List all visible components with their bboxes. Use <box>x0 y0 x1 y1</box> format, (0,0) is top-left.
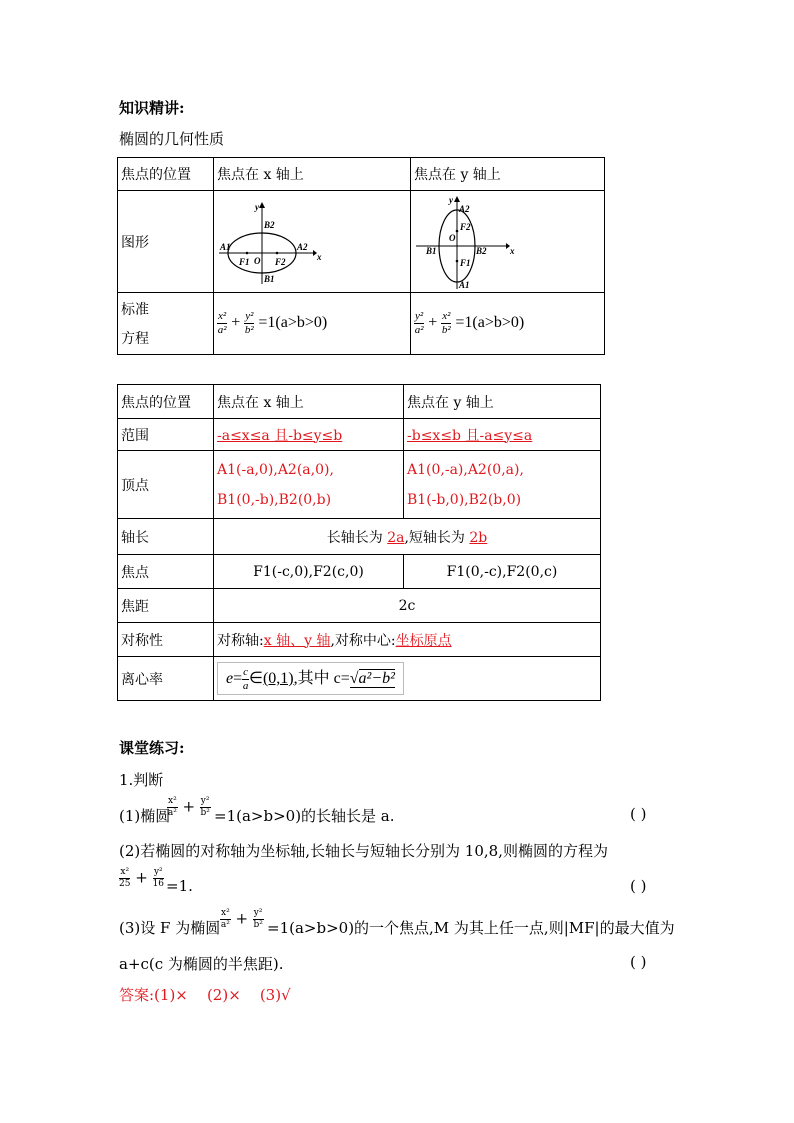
fig1-label-x: x <box>317 251 322 262</box>
fig1-label-f2: F2 <box>275 256 286 267</box>
fig2-label-o: O <box>449 232 456 243</box>
ellipse-figure-table <box>117 157 605 355</box>
answer-key: 答案:(1)× (2)× (3)√ <box>119 986 291 1004</box>
t2-row-axis-label: 轴长 <box>118 519 214 555</box>
t1-header-position: 焦点的位置 <box>118 158 214 191</box>
fig2-label-a2: A2 <box>459 203 470 214</box>
eq-x-frac-x: $\frac{\text{x²}}{\text{a²}}$ <box>217 310 227 336</box>
range-x: -a≤x≤a 且-b≤y≤b <box>214 419 404 451</box>
question-2-line2 <box>119 868 679 902</box>
q2-fractions: $\frac{\text{x²}}{25}$ + $\frac{\text{y²}}{16}$ <box>119 867 165 889</box>
symmetry <box>214 623 601 657</box>
t1-header-x: 焦点在 x 轴上 <box>214 158 411 191</box>
ellipse-y-figure <box>414 194 524 290</box>
t2-header-position: 焦点的位置 <box>118 385 214 419</box>
q1-fractions: $\frac{\text{x²}}{\text{a²}}$ + $\frac{\text{y²}}{\text{b²}}$ <box>167 796 210 818</box>
t2-header-x: 焦点在 x 轴上 <box>214 385 404 419</box>
fig1-label-y: y <box>255 201 259 212</box>
t2-row-focus-label: 焦点 <box>118 555 214 589</box>
fig1-label-a1: A1 <box>220 241 231 252</box>
section-subheading: 椭圆的几何性质 <box>119 130 225 148</box>
fig1-label-f1: F1 <box>239 256 250 267</box>
ellipse-x-figure-cell <box>214 191 411 293</box>
sym-pre: 对称轴: <box>217 632 264 649</box>
fig2-label-b1: B1 <box>426 245 437 256</box>
t2-row-symmetry-label: 对称性 <box>118 623 214 657</box>
eq-x-cell: $\frac{\text{x²}}{\text{a²}}$ + $\frac{\text{y²}}{\text{b²}}$ =1(a>b>0) <box>214 293 411 355</box>
eq-y-rest: =1(a>b>0) <box>455 314 525 332</box>
ellipse-y-figure-cell <box>411 191 605 293</box>
vertex-y-line2: B1(-b,0),B2(b,0) <box>407 491 522 508</box>
ellipse-properties-table <box>117 384 601 701</box>
vertex-x-line1: A1(-a,0),A2(a,0), <box>217 461 334 478</box>
t2-row-ecc-label: 离心率 <box>118 657 214 701</box>
t2-header-y: 焦点在 y 轴上 <box>404 385 601 419</box>
t1-header-y: 焦点在 y 轴上 <box>411 158 605 191</box>
vertex-x-line2: B1(0,-b),B2(0,b) <box>217 491 332 508</box>
fig2-label-b2: B2 <box>476 245 487 256</box>
fig2-label-f1: F1 <box>460 257 471 268</box>
sym-mid: ,对称中心: <box>330 632 396 649</box>
q3-answer-blank: ( ) <box>630 953 647 971</box>
question-title: 1.判断 <box>119 771 164 789</box>
axis-2a: 2a <box>387 529 405 546</box>
q3-fractions: $\frac{\text{x²}}{\text{a²}}$ + $\frac{\text{y²}}{\text{b²}}$ <box>220 908 263 930</box>
eq-y-cell: $\frac{\text{y²}}{\text{a²}}$ + $\frac{\text{x²}}{\text{b²}}$ =1(a>b>0) <box>411 293 605 355</box>
fig1-label-b2: B2 <box>264 219 275 230</box>
eccentricity <box>214 657 601 701</box>
question-3-line2 <box>119 953 679 977</box>
range-y: -b≤x≤b 且-a≤y≤a <box>404 419 601 451</box>
vertex-y-line1: A1(0,-a),A2(0,a), <box>407 461 524 478</box>
t1-row-figure-label: 图形 <box>118 191 214 293</box>
ecc-mid: ,其中 c= <box>293 670 350 688</box>
fig1-label-a2: A2 <box>297 241 308 252</box>
ecc-frac: $\frac{c}{a}$ <box>242 665 249 692</box>
axis-2b: 2b <box>469 529 488 546</box>
fig2-label-x: x <box>510 245 515 256</box>
ecc-interval: (0,1) <box>262 670 294 688</box>
eccentricity-formula: e= $\frac{c}{a}$ ∈(0,1),其中 c=√a²−b² <box>217 662 404 695</box>
t2-row-vertex-label: 顶点 <box>118 451 214 519</box>
sym-center: 坐标原点 <box>395 632 452 649</box>
sym-axes: x 轴、y 轴 <box>263 632 331 649</box>
fig2-label-y: y <box>449 194 453 205</box>
section-heading-practice: 课堂练习: <box>119 739 185 757</box>
q3-tail: a+c(c 为椭圆的半焦距). <box>119 955 284 973</box>
q1-rest: =1(a>b>0)的长轴长是 a. <box>214 807 395 825</box>
focal-distance: 2c <box>214 589 601 623</box>
t1-label-standard: 标准 <box>121 301 149 318</box>
t2-row-fdist-label: 焦距 <box>118 589 214 623</box>
eq-y-frac-y: $\frac{\text{y²}}{\text{a²}}$ <box>414 310 424 336</box>
q2-rest: =1. <box>166 877 193 895</box>
question-3-line1 <box>119 909 679 943</box>
focus-x: F1(-c,0),F2(c,0) <box>214 555 404 589</box>
eq-y-frac-x: $\frac{\text{x²}}{\text{b²}}$ <box>441 310 451 336</box>
q1-prefix: (1)椭圆 <box>119 807 171 825</box>
ecc-root: a²−b² <box>358 670 395 688</box>
q3-prefix: (3)设 F 为椭圆 <box>119 919 221 937</box>
q3-rest: =1(a>b>0)的一个焦点,M 为其上任一点,则|MF|的最大值为 <box>267 919 675 937</box>
question-1 <box>119 797 679 831</box>
t1-row-standard-eq-label <box>118 293 214 355</box>
fig2-label-f2: F2 <box>460 221 471 232</box>
eq-x-rest: =1(a>b>0) <box>258 314 328 332</box>
q2-answer-blank: ( ) <box>630 877 647 895</box>
axis-pre: 长轴长为 <box>326 529 388 546</box>
eq-x-frac-y: $\frac{\text{y²}}{\text{b²}}$ <box>244 310 254 336</box>
vertex-x-cell <box>214 451 404 519</box>
focus-y: F1(0,-c),F2(0,c) <box>404 555 601 589</box>
section-heading-knowledge: 知识精讲: <box>119 99 185 117</box>
axis-length <box>214 519 601 555</box>
fig1-label-o: O <box>254 255 261 266</box>
fig1-label-b1: B1 <box>264 273 275 284</box>
t1-label-equation: 方程 <box>121 330 149 347</box>
t2-row-range-label: 范围 <box>118 419 214 451</box>
question-2-line1: (2)若椭圆的对称轴为坐标轴,长轴长与短轴长分别为 10,8,则椭圆的方程为 <box>119 842 608 860</box>
axis-mid: ,短轴长为 <box>404 529 470 546</box>
q1-answer-blank: ( ) <box>630 805 647 823</box>
vertex-y-cell <box>404 451 601 519</box>
ellipse-x-figure <box>217 198 327 286</box>
fig2-label-a1: A1 <box>459 279 470 290</box>
